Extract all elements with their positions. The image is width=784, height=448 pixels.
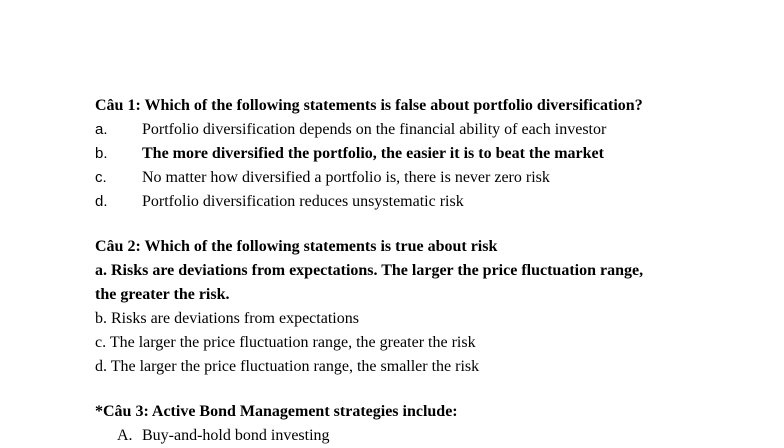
question-1-option-a (95, 118, 755, 142)
question-3-title: *Câu 3: Active Bond Management strategies include: (95, 403, 458, 420)
option-text: Buy-and-hold bond investing (142, 427, 330, 444)
question-2-answer-line-1: a. Risks are deviations from expectations. The larger the price fluctuation range, (95, 262, 644, 279)
question-2-option-b: b. Risks are deviations from expectations (95, 310, 359, 327)
question-2-option-d: d. The larger the price fluctuation range, the smaller the risk (95, 358, 480, 375)
option-text: Portfolio diversification reduces unsystematic risk (142, 193, 464, 210)
question-1-title: Câu 1: Which of the following statements is false about portfolio diversification? (95, 97, 643, 114)
option-letter: a. (95, 121, 108, 138)
option-letter: b. (95, 145, 108, 162)
question-2-title: Câu 2: Which of the following statements is true about risk (95, 238, 498, 255)
question-1-option-d (95, 190, 755, 214)
option-text: Portfolio diversification depends on the financial ability of each investor (142, 121, 607, 138)
question-1-option-b (95, 142, 755, 166)
question-2-answer-line-2: the greater the risk. (95, 286, 230, 303)
question-2-option-c: c. The larger the price fluctuation range, the greater the risk (95, 334, 476, 351)
option-letter: A. (117, 427, 133, 444)
option-letter: d. (95, 193, 108, 210)
option-letter: c. (95, 169, 107, 186)
document-page (95, 94, 755, 448)
option-text-answer: The more diversified the portfolio, the easier it is to beat the market (142, 145, 604, 162)
question-3-option-a (95, 424, 755, 448)
question-1-option-c (95, 166, 755, 190)
option-text: No matter how diversified a portfolio is, there is never zero risk (142, 169, 550, 186)
